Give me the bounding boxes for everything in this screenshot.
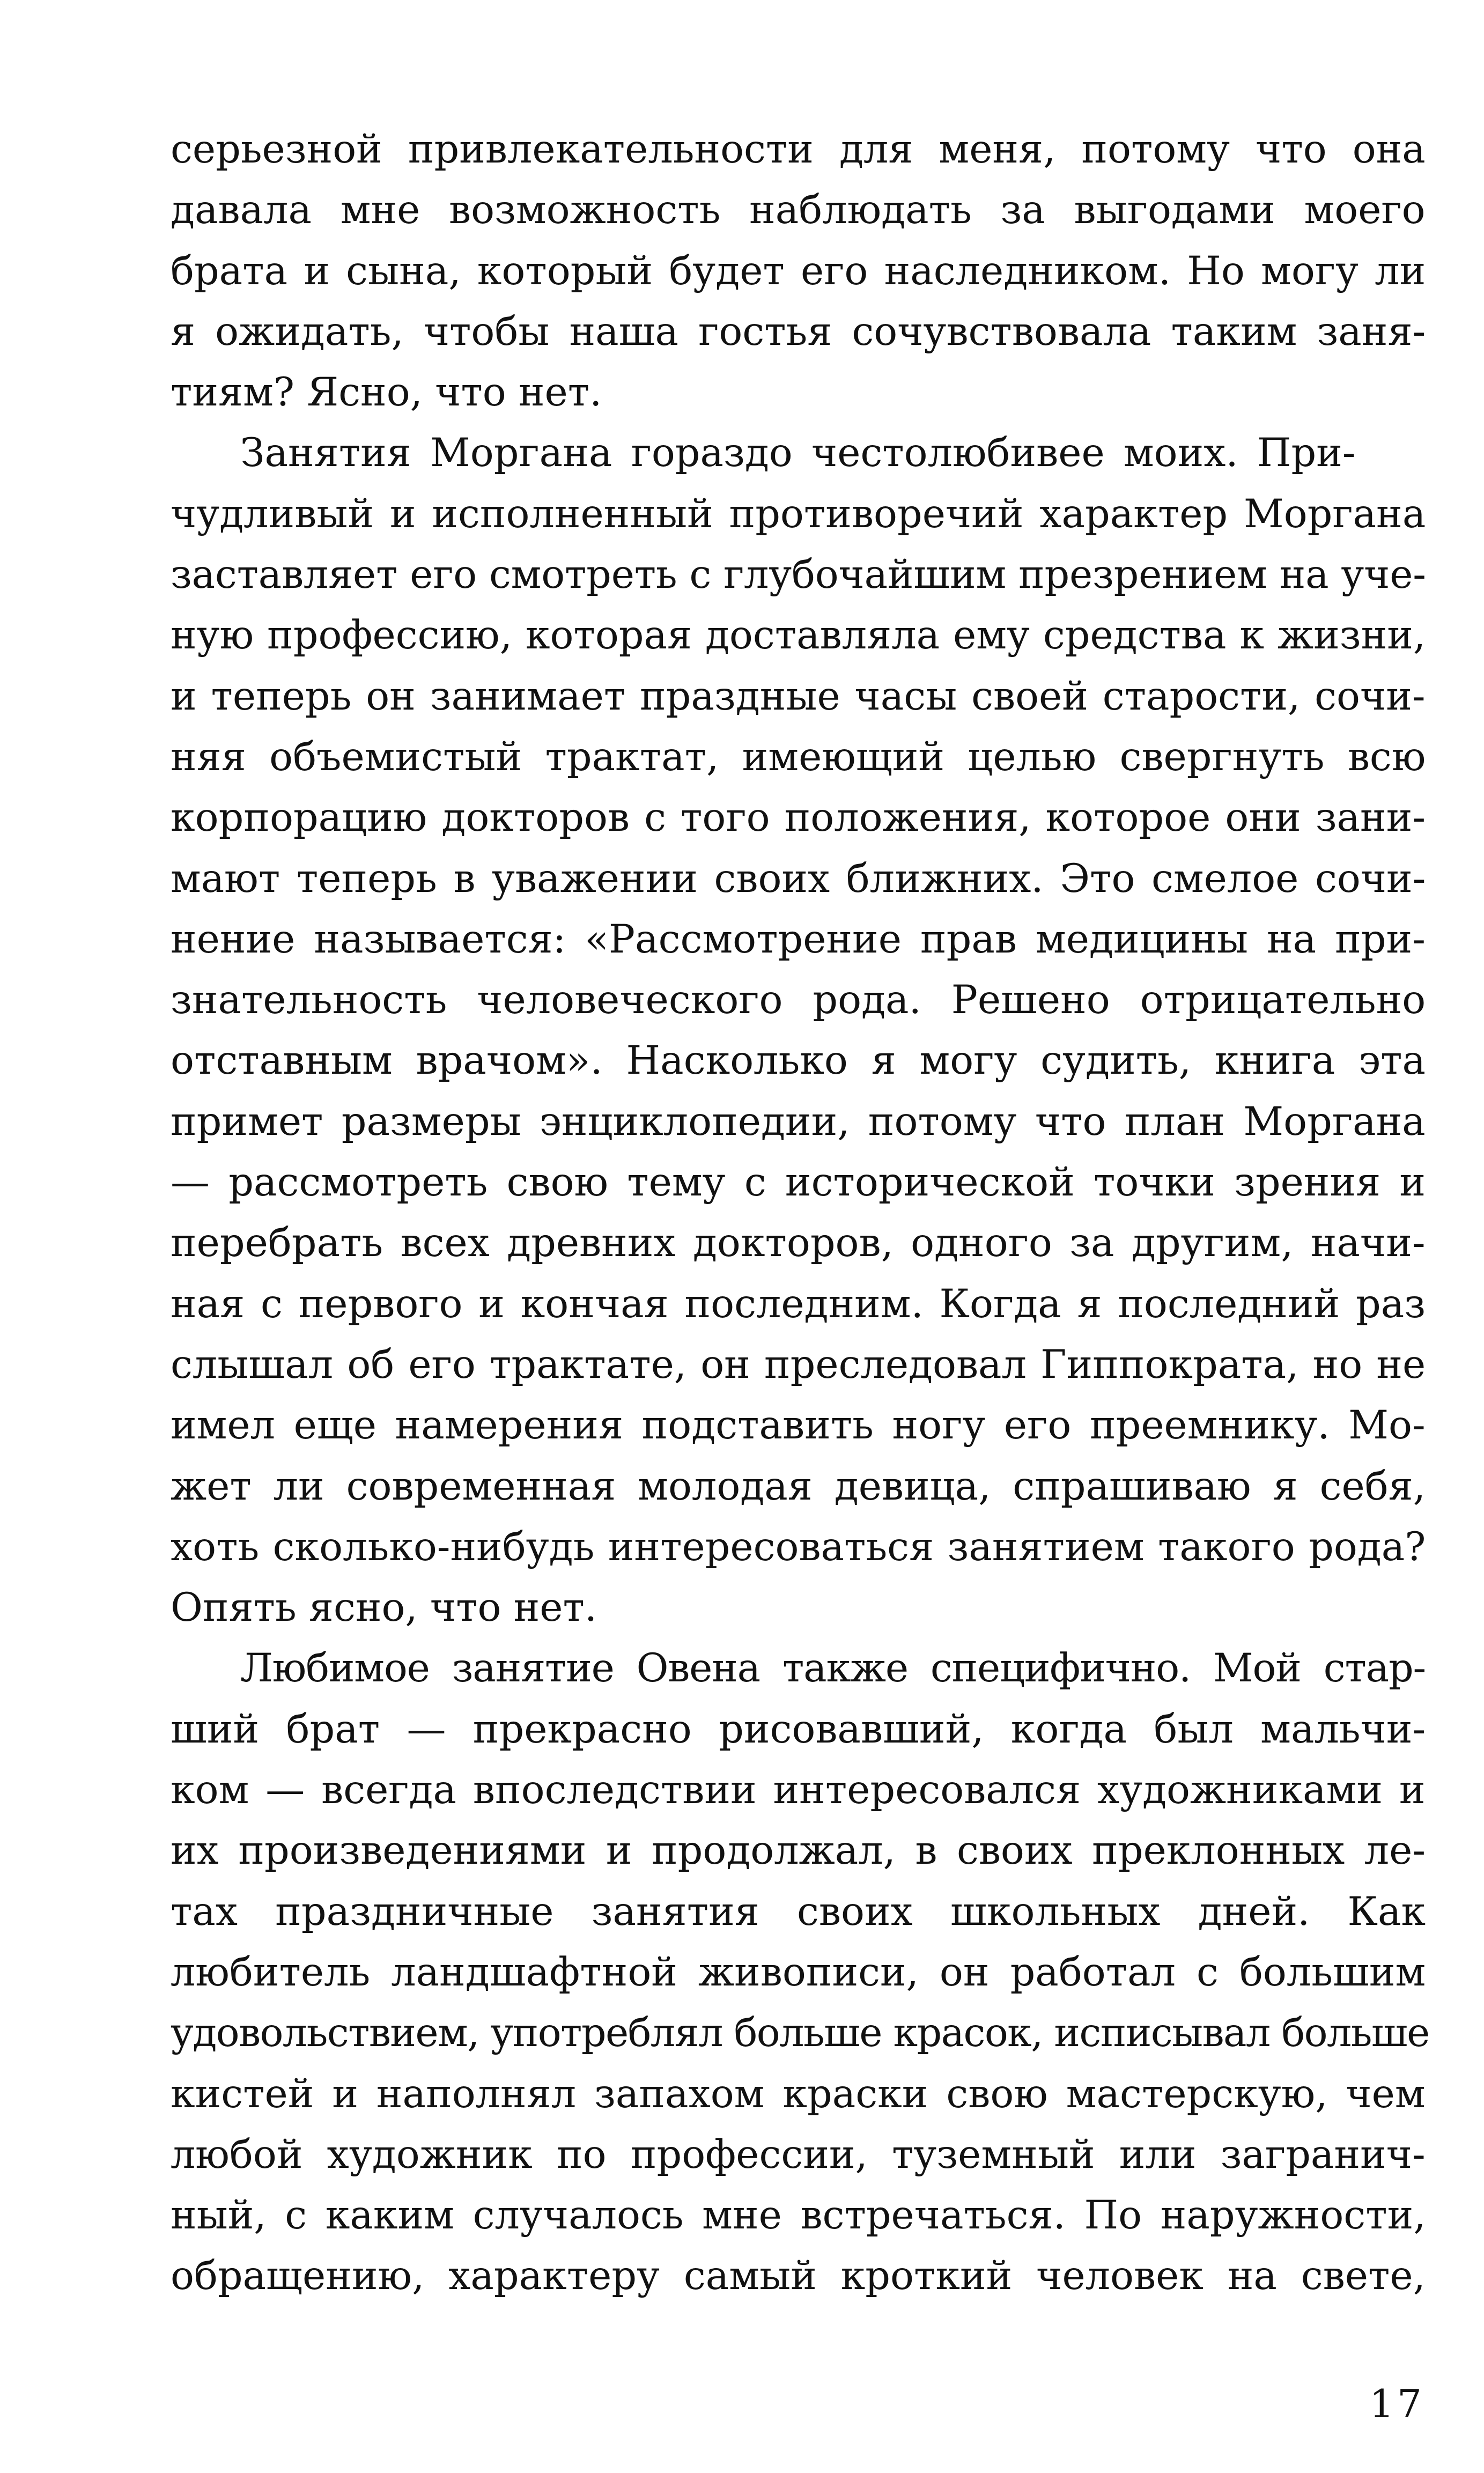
text-line: тах праздничные занятия своих школьных дней. Как <box>171 1888 1426 1935</box>
text-line: имел еще намерения подставить ногу его преемнику. Мо- <box>171 1402 1426 1449</box>
text-line: давала мне возможность наблюдать за выгодами моего <box>171 187 1426 233</box>
text-line: няя объемистый трактат, имеющий целью свергнуть всю <box>171 734 1426 780</box>
text-line: кистей и наполнял запахом краски свою мастерскую, чем <box>171 2071 1426 2117</box>
text-line: мают теперь в уважении своих ближних. Это смелое сочи- <box>171 855 1426 902</box>
text-line: серьезной привлекательности для меня, потому что она <box>171 127 1426 172</box>
text-line: хоть сколько-нибудь интересоваться занятием такого рода? <box>171 1524 1426 1570</box>
text-line: Опять ясно, что нет. <box>171 1585 597 1631</box>
text-line: перебрать всех древних докторов, одного за другим, начи- <box>171 1220 1426 1266</box>
text-line: ная с первого и кончая последним. Когда я последний раз <box>171 1281 1426 1327</box>
text-line: корпорацию докторов с того положения, которое они зани- <box>171 795 1426 841</box>
text-line: ный, с каким случалось мне встречаться. По наружности, <box>171 2193 1426 2239</box>
text-line: ную профессию, которая доставляла ему средства к жизни, <box>171 612 1426 659</box>
page-number: 17 <box>1369 2381 1425 2426</box>
text-line: и теперь он занимает праздные часы своей старости, сочи- <box>171 673 1426 719</box>
text-line: я ожидать, чтобы наша гостья сочувствовала таким заня- <box>171 308 1426 355</box>
text-line: ший брат — прекрасно рисовавший, когда был мальчи- <box>171 1706 1426 1752</box>
text-line: тиям? Ясно, что нет. <box>171 370 602 416</box>
text-line: заставляет его смотреть с глубочайшим презрением на уче- <box>171 552 1426 598</box>
text-line: удовольствием, употреблял больше красок, исписывал больше <box>171 2010 1429 2056</box>
text-line: отставным врачом». Насколько я могу судить, книга эта <box>171 1038 1426 1084</box>
text-line: слышал об его трактате, он преследовал Гиппократа, но не <box>171 1341 1426 1387</box>
body-text <box>171 119 1429 2307</box>
text-line: их произведениями и продолжал, в своих преклонных ле- <box>171 1828 1426 1874</box>
text-line: любитель ландшафтной живописи, он работал с большим <box>171 1949 1426 1995</box>
text-line: — рассмотреть свою тему с исторической точки зрения и <box>171 1160 1426 1206</box>
text-line: нение называется: «Рассмотрение прав медицины на при- <box>171 916 1426 962</box>
text-line: ком — всегда впоследствии интересовался художниками и <box>171 1767 1426 1813</box>
text-line: примет размеры энциклопедии, потому что план Моргана <box>171 1098 1426 1145</box>
text-line: обращению, характеру самый кроткий человек на свете, <box>171 2253 1426 2299</box>
text-line: любой художник по профессии, туземный или загранич- <box>171 2131 1426 2177</box>
text-line: брата и сына, который будет его наследником. Но могу ли <box>171 248 1426 294</box>
text-line: Любимое занятие Овена также специфично. Мой стар- <box>240 1645 1426 1692</box>
text-line: знательность человеческого рода. Решено отрицательно <box>171 977 1426 1023</box>
text-line: жет ли современная молодая девица, спрашиваю я себя, <box>171 1463 1426 1509</box>
text-line: чудливый и исполненный противоречий характер Моргана <box>171 491 1426 537</box>
text-line: Занятия Моргана гораздо честолюбивее моих. При- <box>240 430 1356 476</box>
